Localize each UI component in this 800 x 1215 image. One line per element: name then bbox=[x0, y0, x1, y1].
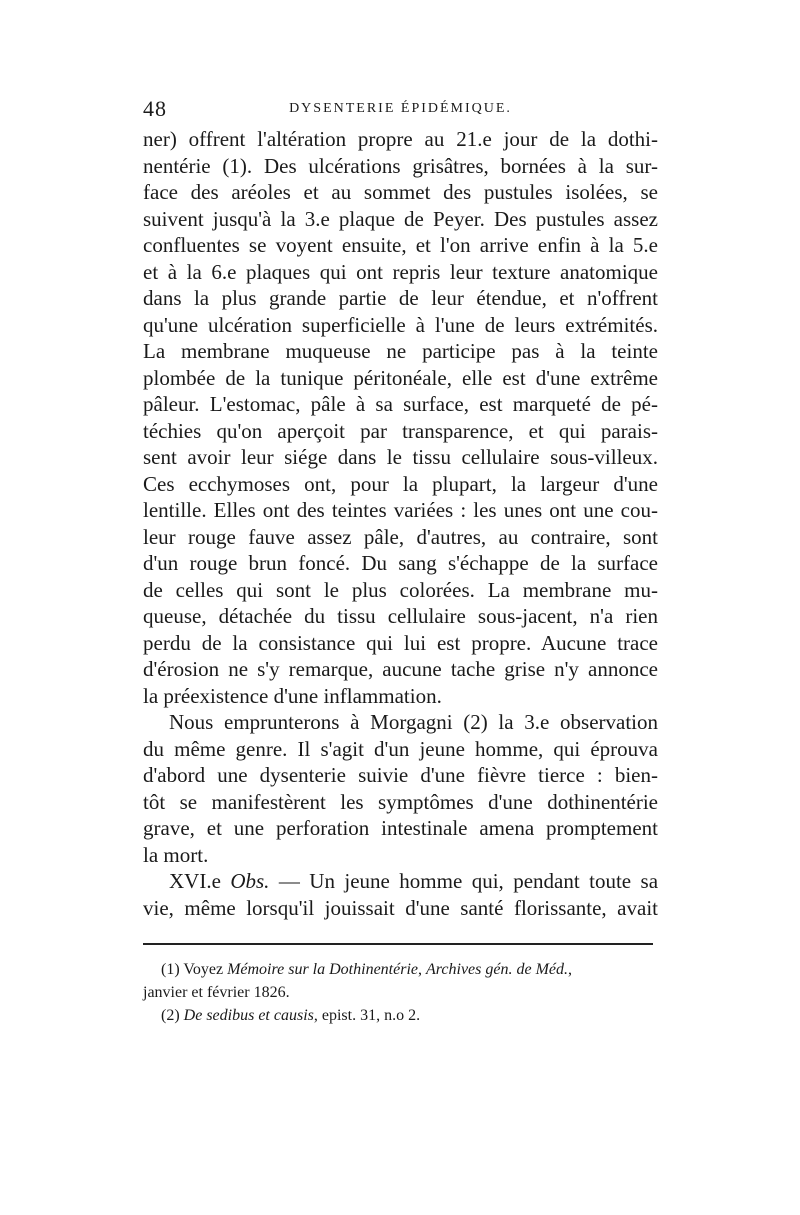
footnotes bbox=[143, 958, 658, 1027]
text-line: dans la plus grande partie de leur étendue, et n'offrent bbox=[143, 286, 658, 310]
text-line: confluentes se voyent ensuite, et l'on arrive enfin à la 5.e bbox=[143, 233, 658, 257]
text-line: ner) offrent l'altération propre au 21.e jour de la dothi- bbox=[143, 127, 658, 151]
text-line: la mort. bbox=[143, 842, 209, 867]
text-line: sent avoir leur siége dans le tissu cellulaire sous-villeux. bbox=[143, 445, 658, 469]
text-line: lentille. Elles ont des teintes variées : les unes ont une cou- bbox=[143, 498, 658, 522]
footnote-1-mark: (1) Voyez bbox=[161, 961, 224, 978]
text-line: téchies qu'on aperçoit par transparence, et qui parais- bbox=[143, 418, 658, 443]
footnote-2-title: De sedibus et causis bbox=[183, 1007, 314, 1024]
page-header bbox=[143, 96, 658, 126]
text-line: perdu de la consistance qui lui est propre. Aucune trace bbox=[143, 630, 658, 655]
text-line: d'un rouge brun foncé. Du sang s'échappe de la surface bbox=[143, 551, 658, 575]
text-line: d'abord une dysenterie suivie d'une fièvre tierce : bien- bbox=[143, 763, 658, 787]
text-line: grave, et une perforation intestinale amena promptement bbox=[143, 816, 658, 840]
text-line: la préexistence d'une inflammation. bbox=[143, 683, 442, 708]
footnote-2 bbox=[143, 1004, 658, 1027]
observation-number: XVI.e bbox=[169, 869, 221, 893]
text-line: Nous emprunterons à Morgagni (2) la 3.e observation bbox=[169, 710, 658, 734]
footnote-1-continued: janvier et février 1826. bbox=[143, 984, 290, 1001]
text-line: Ces ecchymoses ont, pour la plupart, la largeur d'une bbox=[143, 471, 658, 496]
text-line: nentérie (1). Des ulcérations grisâtres, bornées à la sur- bbox=[143, 153, 658, 178]
text-line: de celles qui sont le plus colorées. La membrane mu- bbox=[143, 577, 658, 602]
text-line: qu'une ulcération superficielle à l'une de leurs extrémités. bbox=[143, 312, 658, 337]
footnote-1-journal: Archives gén. de Méd. bbox=[426, 961, 569, 978]
page-number: 48 bbox=[143, 96, 167, 121]
text-line: La membrane muqueuse ne participe pas à la teinte bbox=[143, 339, 658, 363]
observation-heading-line bbox=[143, 868, 658, 895]
footnote-1 bbox=[143, 958, 658, 981]
observation-text: — Un jeune homme qui, pendant toute sa bbox=[278, 869, 658, 893]
footnote-1-end: , bbox=[568, 961, 573, 978]
footnote-2-rest: , epist. 31, n.o 2. bbox=[313, 1007, 421, 1024]
text-line: d'érosion ne s'y remarque, aucune tache grise n'y annonce bbox=[143, 657, 658, 681]
text-line: vie, même lorsqu'il jouissait d'une santé florissante, avait bbox=[143, 895, 658, 920]
text-line: pâleur. L'estomac, pâle à sa surface, est marqueté de pé- bbox=[143, 392, 658, 416]
text-line: du même genre. Il s'agit d'un jeune homme, qui éprouva bbox=[143, 736, 658, 761]
footnote-2-mark: (2) bbox=[161, 1007, 180, 1024]
text-line: et à la 6.e plaques qui ont repris leur texture anatomique bbox=[143, 259, 658, 284]
footnote-1-title: Mémoire sur la Dothinentérie bbox=[227, 961, 418, 978]
text-line: face des aréoles et au sommet des pustules isolées, se bbox=[143, 180, 658, 204]
text-line: suivent jusqu'à la 3.e plaque de Peyer. Des pustules assez bbox=[143, 206, 658, 231]
text-line: tôt se manifestèrent les symptômes d'une dothinentérie bbox=[143, 789, 658, 814]
body-text bbox=[143, 126, 658, 921]
observation-abbr: Obs. bbox=[230, 869, 270, 893]
running-title: DYSENTERIE ÉPIDÉMIQUE. bbox=[289, 101, 512, 116]
text-line: plombée de la tunique péritonéale, elle est d'une extrême bbox=[143, 365, 658, 390]
text-line: leur rouge fauve assez pâle, d'autres, au contraire, sont bbox=[143, 524, 658, 549]
footnote-rule bbox=[143, 943, 653, 945]
text-line: queuse, détachée du tissu cellulaire sous-jacent, n'a rien bbox=[143, 604, 658, 628]
footnote-1-sep: , bbox=[418, 961, 422, 978]
